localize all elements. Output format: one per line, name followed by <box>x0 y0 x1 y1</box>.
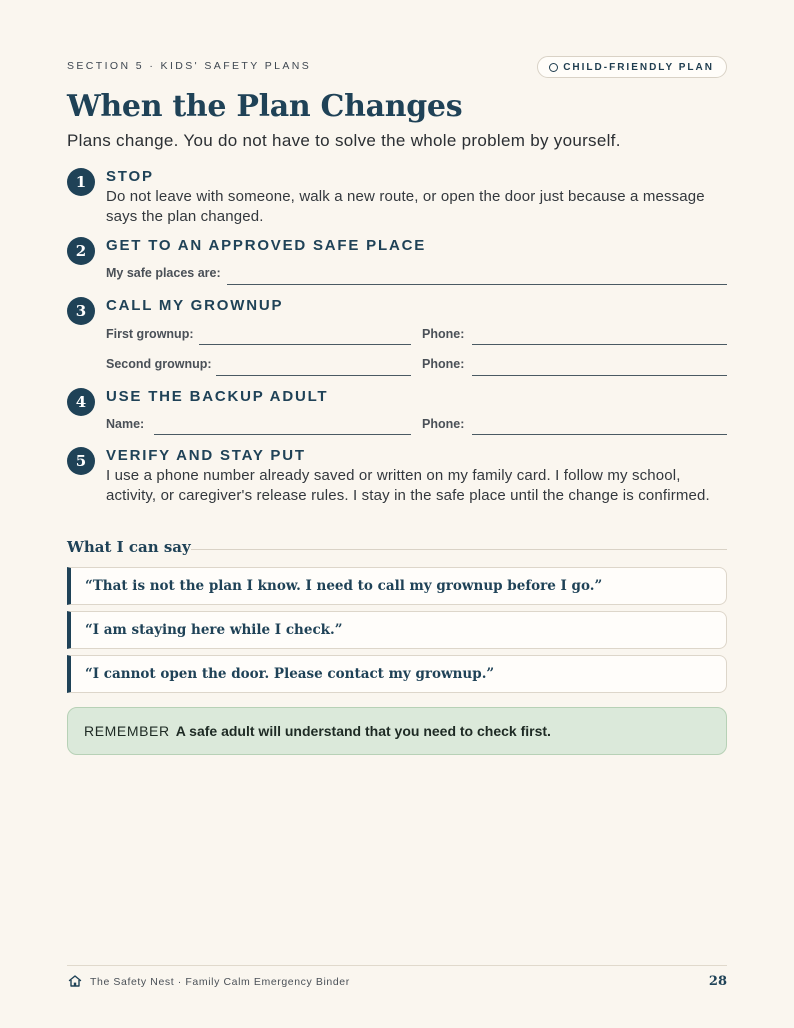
first-grownup-label: First grownup: <box>106 327 194 341</box>
footer <box>67 974 727 990</box>
what-i-can-say-heading: What I can say <box>67 538 191 556</box>
step-number-badge: 3 <box>67 297 95 325</box>
footer-text: The Safety Nest · Family Calm Emergency Binder <box>90 976 350 988</box>
backup-name-line[interactable] <box>154 434 411 435</box>
first-grownup-line[interactable] <box>199 344 411 345</box>
step-title: CALL MY GROWNUP <box>106 297 284 314</box>
backup-name-label: Name: <box>106 417 145 431</box>
step-number-badge: 5 <box>67 447 95 475</box>
step-number-badge: 2 <box>67 237 95 265</box>
second-grownup-line[interactable] <box>216 375 411 376</box>
backup-phone-label: Phone: <box>422 417 465 431</box>
safe-places-line[interactable] <box>227 284 727 285</box>
first-phone-line[interactable] <box>472 344 727 345</box>
badge-label: CHILD-FRIENDLY PLAN <box>563 61 714 73</box>
remember-message: A safe adult will understand that you need to check first. <box>175 723 551 739</box>
top-bar <box>67 56 727 78</box>
step-stop <box>67 168 727 228</box>
second-phone-label: Phone: <box>422 357 465 371</box>
page <box>67 0 727 1028</box>
step-number-badge: 4 <box>67 388 95 416</box>
step-backup-adult <box>67 388 727 438</box>
ring-icon <box>549 63 558 72</box>
footer-divider <box>67 965 727 966</box>
second-grownup-label: Second grownup: <box>106 357 212 371</box>
divider <box>191 549 727 550</box>
page-number: 28 <box>708 974 727 989</box>
step-call-grownup <box>67 297 727 377</box>
step-title: STOP <box>106 168 154 185</box>
step-verify <box>67 447 727 509</box>
step-title: USE THE BACKUP ADULT <box>106 388 329 405</box>
child-friendly-badge <box>537 56 727 78</box>
second-phone-line[interactable] <box>472 375 727 376</box>
page-subtitle: Plans change. You do not have to solve the whole problem by yourself. <box>67 131 621 150</box>
step-safe-place <box>67 237 727 287</box>
step-body: I use a phone number already saved or written on my family card. I follow my school, activity, or caregiver's release rules. I stay in the safe place until the change is confirmed. <box>106 467 710 504</box>
quote-card: “I am staying here while I check.” <box>67 611 727 649</box>
step-body: Do not leave with someone, walk a new route, or open the door just because a message says the plan changed. <box>106 188 705 225</box>
home-icon <box>68 974 82 993</box>
backup-phone-line[interactable] <box>472 434 727 435</box>
step-number-badge: 1 <box>67 168 95 196</box>
first-phone-label: Phone: <box>422 327 465 341</box>
remember-keyword: REMEMBER <box>84 723 170 739</box>
section-label: SECTION 5 · KIDS' SAFETY PLANS <box>67 60 312 72</box>
remember-callout <box>67 707 727 755</box>
page-title: When the Plan Changes <box>67 89 463 124</box>
quote-card: “I cannot open the door. Please contact my grownup.” <box>67 655 727 693</box>
step-title: VERIFY AND STAY PUT <box>106 447 306 464</box>
quote-card: “That is not the plan I know. I need to call my grownup before I go.” <box>67 567 727 605</box>
safe-places-label: My safe places are: <box>106 266 221 280</box>
step-title: GET TO AN APPROVED SAFE PLACE <box>106 237 427 254</box>
